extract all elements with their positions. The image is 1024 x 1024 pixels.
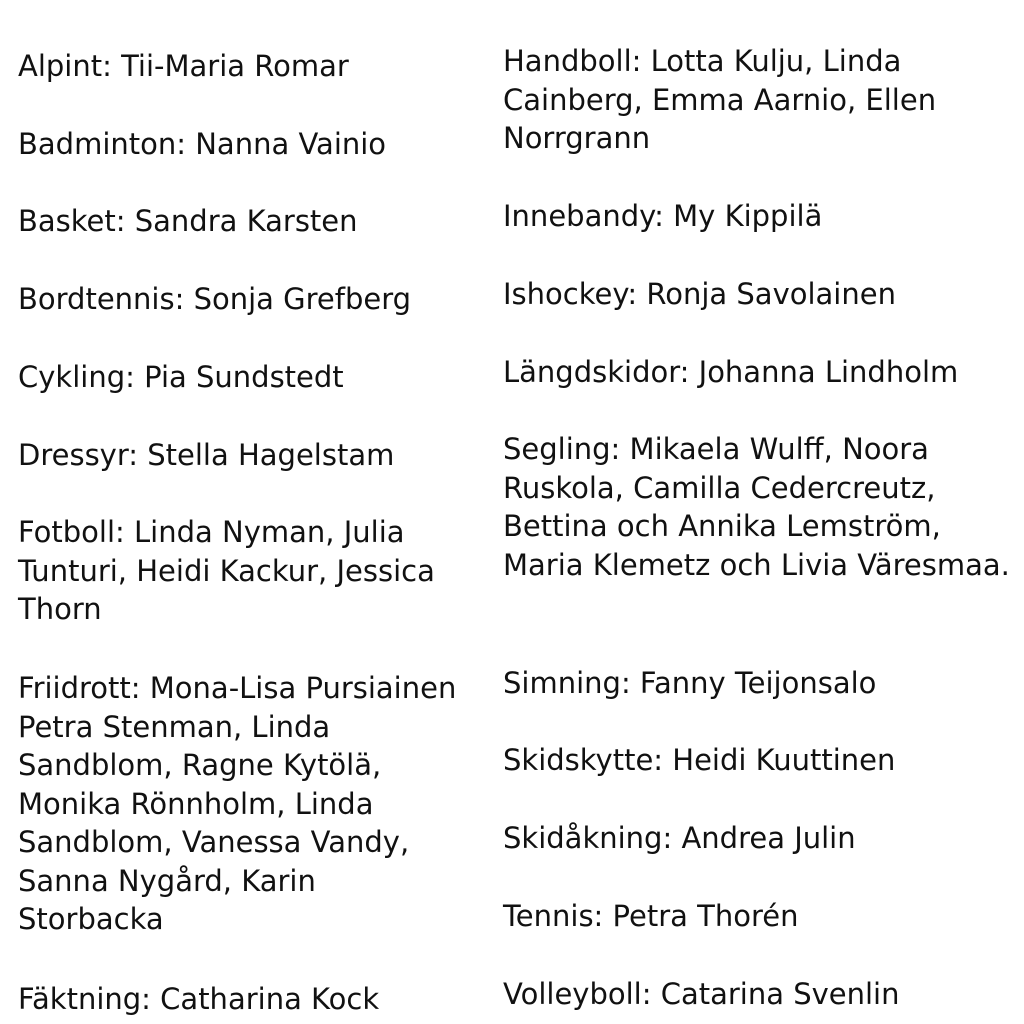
entry-dressyr: Dressyr: Stella Hagelstam: [18, 438, 395, 472]
entry-ishockey: Ishockey: Ronja Savolainen: [503, 277, 896, 311]
entry-handboll: Handboll: Lotta Kulju, Linda Cainberg, Emma Aarnio, Ellen Norrgrann: [503, 44, 937, 155]
entry-bordtennis: Bordtennis: Sonja Grefberg: [18, 282, 412, 316]
entry-innebandy: Innebandy: My Kippilä: [503, 199, 823, 233]
entry-friidrott: Friidrott: Mona-Lisa Pursiainen Petra Stenman, Linda Sandblom, Ragne Kytölä, Monika Rönnholm, Linda Sandblom, Vanessa Vandy, Sanna Nygård, Karin Storbacka: [18, 671, 457, 936]
entry-basket: Basket: Sandra Karsten: [18, 204, 358, 238]
entry-simning: Simning: Fanny Teijonsalo: [503, 666, 877, 700]
entry-badminton: Badminton: Nanna Vainio: [18, 127, 387, 161]
entry-fotboll: Fotboll: Linda Nyman, Julia Tunturi, Heidi Kackur, Jessica Thorn: [18, 515, 435, 626]
entry-volleyboll: Volleyboll: Catarina Svenlin: [503, 977, 900, 1011]
entry-skidskytte: Skidskytte: Heidi Kuuttinen: [503, 743, 896, 777]
entry-faktning: Fäktning: Catharina Kock: [18, 982, 380, 1016]
entry-segling: Segling: Mikaela Wulff, Noora Ruskola, Camilla Cedercreutz, Bettina och Annika Lemström, Maria Klemetz och Livia Väresmaa.: [503, 432, 1010, 582]
entry-alpint: Alpint: Tii-Maria Romar: [18, 49, 349, 83]
entry-langdskidor: Längdskidor: Johanna Lindholm: [503, 355, 959, 389]
entry-cykling: Cykling: Pia Sundstedt: [18, 360, 344, 394]
entry-tennis: Tennis: Petra Thorén: [503, 899, 799, 933]
entry-skidakning: Skidåkning: Andrea Julin: [503, 821, 856, 855]
